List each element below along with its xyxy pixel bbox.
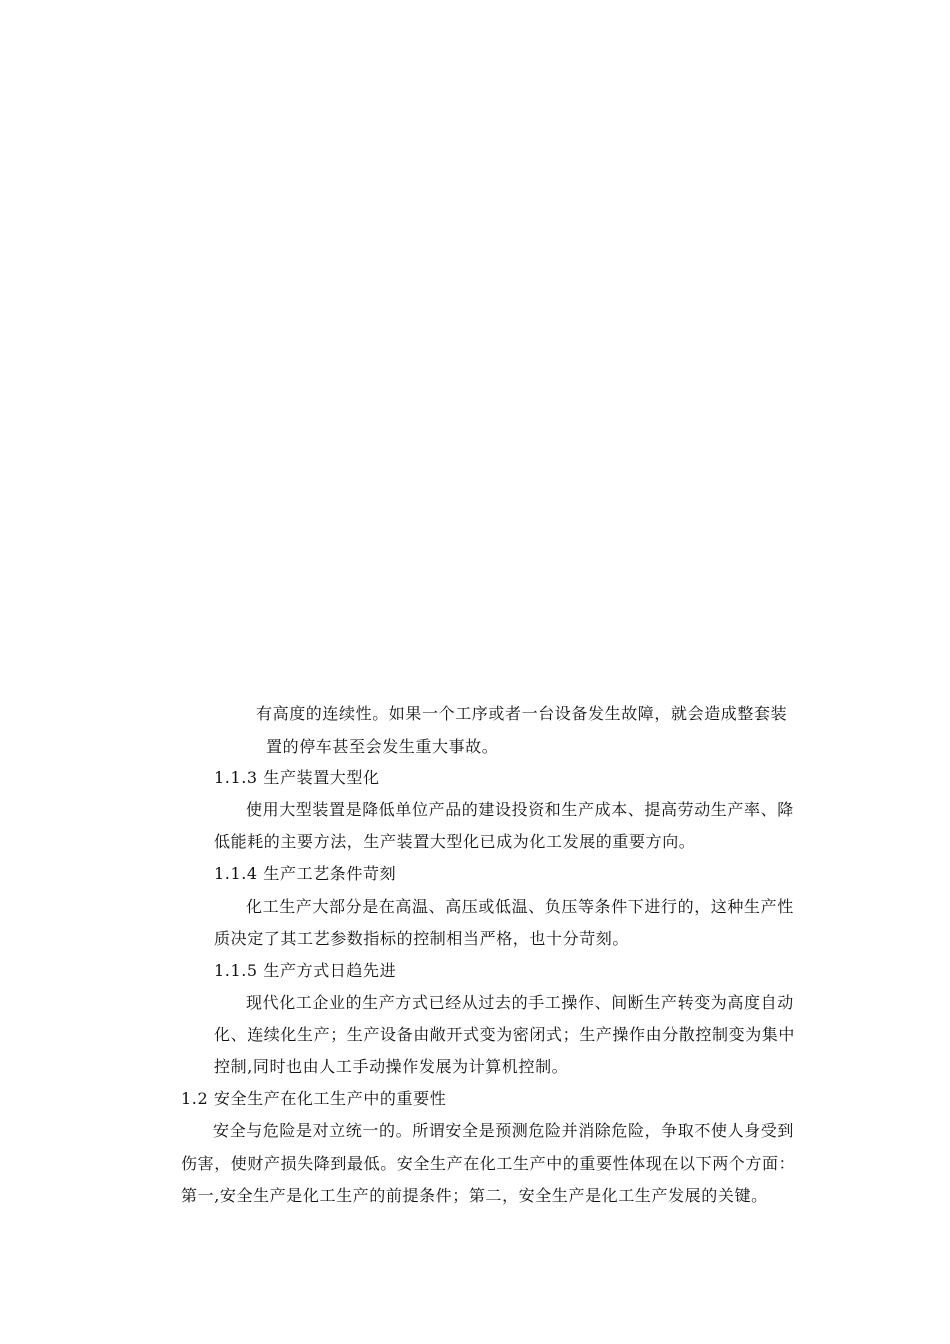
paragraph-line: 使用大型装置是降低单位产品的建设投资和生产成本、提高劳动生产率、降 bbox=[246, 800, 794, 819]
paragraph-line: 质决定了其工艺参数指标的控制相当严格，也十分苛刻。 bbox=[214, 929, 630, 948]
paragraph-line: 化、连续化生产；生产设备由敞开式变为密闭式；生产操作由分散控制变为集中 bbox=[214, 1025, 796, 1044]
paragraph-line: 有高度的连续性。如果一个工序或者一台设备发生故障，就会造成整套装 bbox=[256, 704, 788, 723]
paragraph-line: 现代化工企业的生产方式已经从过去的手工操作、间断生产转变为高度自动 bbox=[246, 993, 794, 1012]
section-heading: 1.1.5 生产方式日趋先进 bbox=[214, 961, 397, 980]
paragraph-line: 低能耗的主要方法，生产装置大型化已成为化工发展的重要方向。 bbox=[214, 832, 696, 851]
section-heading: 1.1.4 生产工艺条件苛刻 bbox=[214, 864, 397, 883]
section-heading: 1.1.3 生产装置大型化 bbox=[214, 768, 380, 787]
paragraph-line: 化工生产大部分是在高温、高压或低温、负压等条件下进行的，这种生产性 bbox=[246, 897, 794, 916]
paragraph-line: 安全与危险是对立统一的。所谓安全是预测危险并消除危险，争取不使人身受到 bbox=[213, 1121, 795, 1140]
section-heading: 1.2 安全生产在化工生产中的重要性 bbox=[181, 1089, 447, 1108]
paragraph-line: 控制,同时也由人工手动操作发展为计算机控制。 bbox=[214, 1057, 569, 1076]
paragraph-line: 第一,安全生产是化工生产的前提条件；第二，安全生产是化工生产发展的关键。 bbox=[181, 1186, 768, 1205]
paragraph-line: 置的停车甚至会发生重大事故。 bbox=[266, 737, 499, 756]
paragraph-line: 伤害，使财产损失降到最低。安全生产在化工生产中的重要性体现在以下两个方面： bbox=[181, 1154, 796, 1173]
